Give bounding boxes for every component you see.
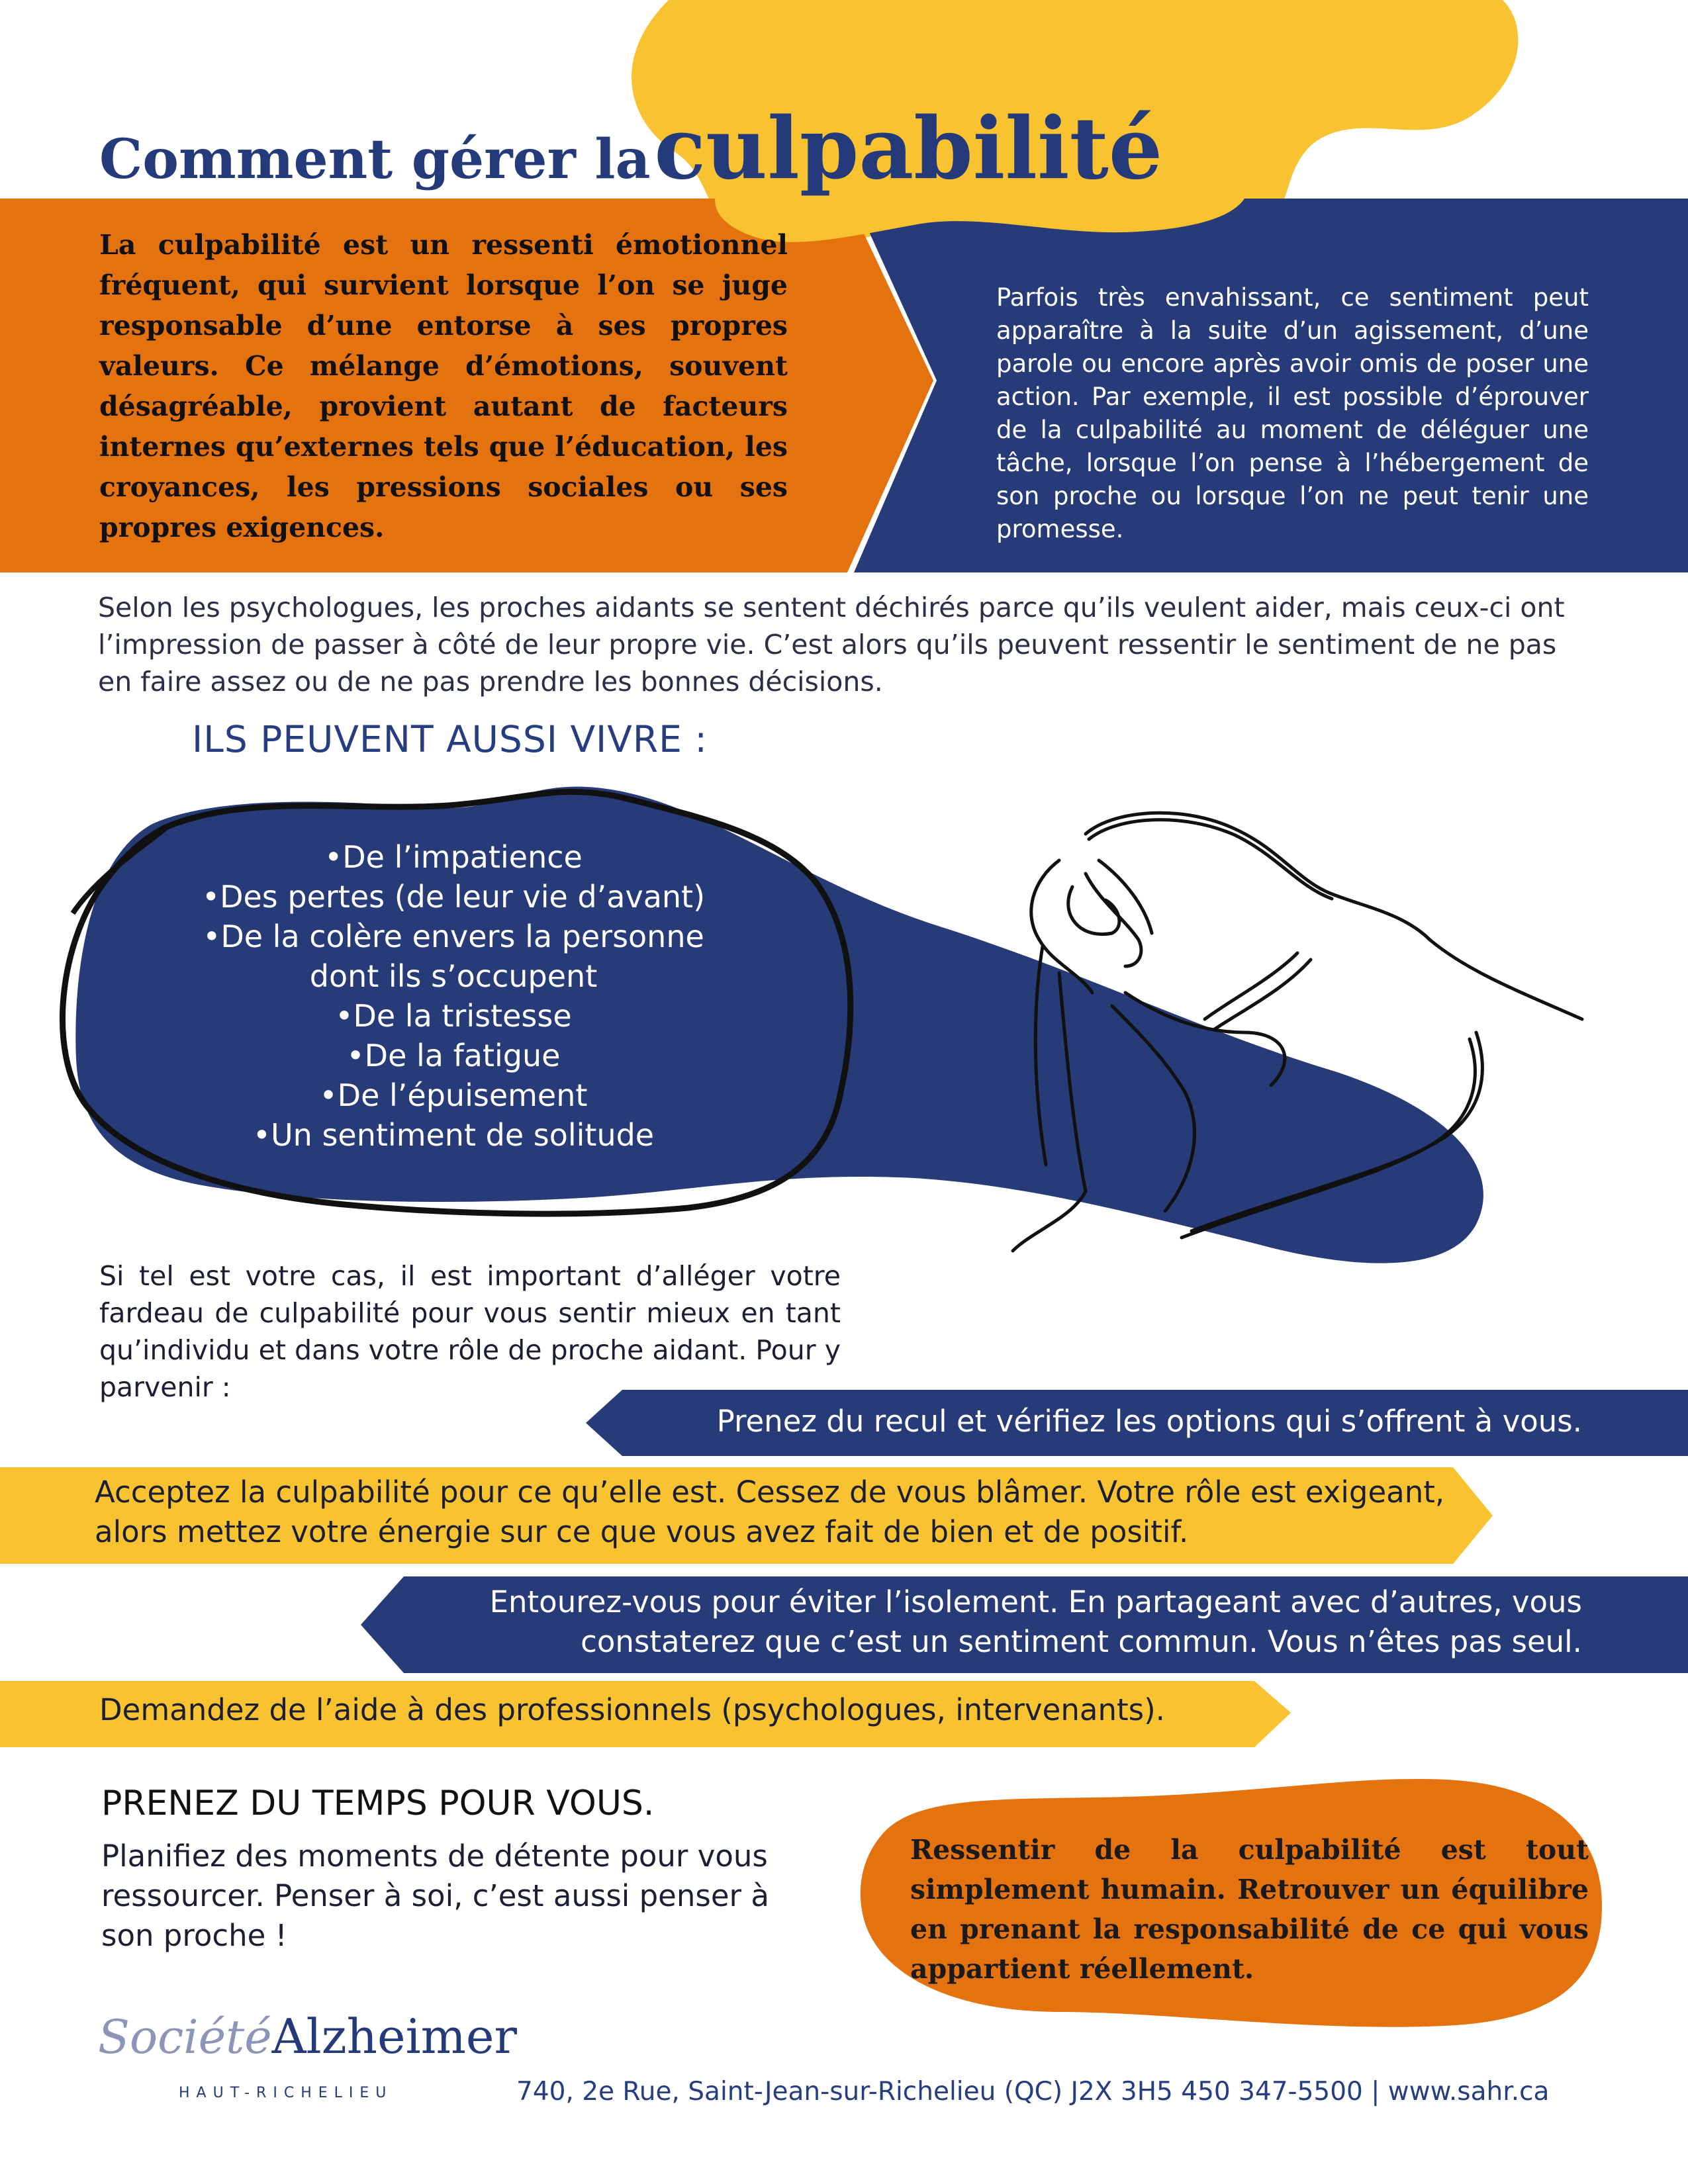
title-part-1: Comment gérer la — [99, 128, 651, 191]
logo-subtitle: HAUT-RICHELIEU — [179, 2085, 393, 2101]
tip-recul: Prenez du recul et vérifiez les options qui s’offrent à vous. — [716, 1404, 1582, 1439]
tip-demandez: Demandez de l’aide à des professionnels (psychologues, intervenants). — [99, 1692, 1165, 1727]
tip-entourez: Entourez-vous pour éviter l’isolement. En partageant avec d’autres, vous constaterez que c’est un sentiment commun. Vous n’êtes pas seul. — [489, 1584, 1582, 1659]
intro-left-text: La culpabilité est un ressenti émotionnel fréquent, qui survient lorsque l’on se juge responsable d’une entorse à ses propres valeurs. Ce mélange d’émotions, souvent désagréable, provient autant de facteurs internes qu’externes tels que l’éducation, les croyances, les pressions sociales ou ses propres exigences. — [99, 229, 788, 543]
logo-alzheimer: Alzheimer — [271, 2009, 517, 2064]
list-item: •De l’épuisement — [319, 1077, 588, 1113]
paragraph-psychologists: Selon les psychologues, les proches aidants se sentent déchirés parce qu’ils veulent aider, mais ceux-ci ont l’impression de passer à côté de leur propre vie. C’est alors qu’ils peuvent ressentir le sentiment de ne pas en faire assez ou de ne pas prendre les bonnes décisions. — [98, 592, 1565, 698]
list-item: •De la tristesse — [335, 998, 572, 1034]
list-item: •Des pertes (de leur vie d’avant) — [201, 879, 706, 915]
tip-acceptez: Acceptez la culpabilité pour ce qu’elle est. Cessez de vous blâmer. Votre rôle est exigeant, alors mettez votre énergie sur ce que vous avez fait de bien et de positif. — [95, 1475, 1445, 1549]
page-title — [99, 99, 1357, 199]
title-part-2: culpabilité — [654, 99, 1163, 199]
take-time-text: Planifiez des moments de détente pour vous ressourcer. Penser à soi, c’est aussi penser à son proche ! — [101, 1839, 769, 1953]
list-item: •Un sentiment de solitude — [252, 1117, 655, 1153]
logo — [98, 2009, 517, 2064]
emotions-list — [113, 837, 794, 1155]
intro-right-text: Parfois très envahissant, ce sentiment peut apparaître à la suite d’un agissement, d’une parole ou encore après avoir omis de poser une action. Par exemple, il est possible d’éprouver de la culpabilité au moment de déléguer une tâche, lorsque l’on pense à l’hébergement de son proche ou lorsque l’on ne peut tenir une promesse. — [996, 283, 1589, 543]
quote-text: Ressentir de la culpabilité est tout simplement humain. Retrouver un équilibre en prenant la responsabilité de ce qui vous appartient réellement. — [910, 1834, 1589, 1985]
section-heading-vivre: ILS PEUVENT AUSSI VIVRE : — [192, 718, 708, 760]
take-time-heading: PRENEZ DU TEMPS POUR VOUS. — [101, 1784, 655, 1823]
paragraph-advice-intro: Si tel est votre cas, il est important d’alléger votre fardeau de culpabilité pour vous sentir mieux en tant qu’individu et dans votre rôle de proche aidant. Pour y parvenir : — [99, 1260, 841, 1403]
footer-address: 740, 2e Rue, Saint-Jean-sur-Richelieu (QC) J2X 3H5 450 347-5500 | www.sahr.ca — [516, 2077, 1550, 2107]
list-item: •De la colère envers la personne — [203, 919, 704, 954]
logo-societe: Société — [98, 2010, 272, 2064]
list-item: •De l’impatience — [324, 839, 583, 875]
list-item: •De la fatigue — [346, 1038, 561, 1073]
list-item: dont ils s’occupent — [309, 958, 598, 994]
